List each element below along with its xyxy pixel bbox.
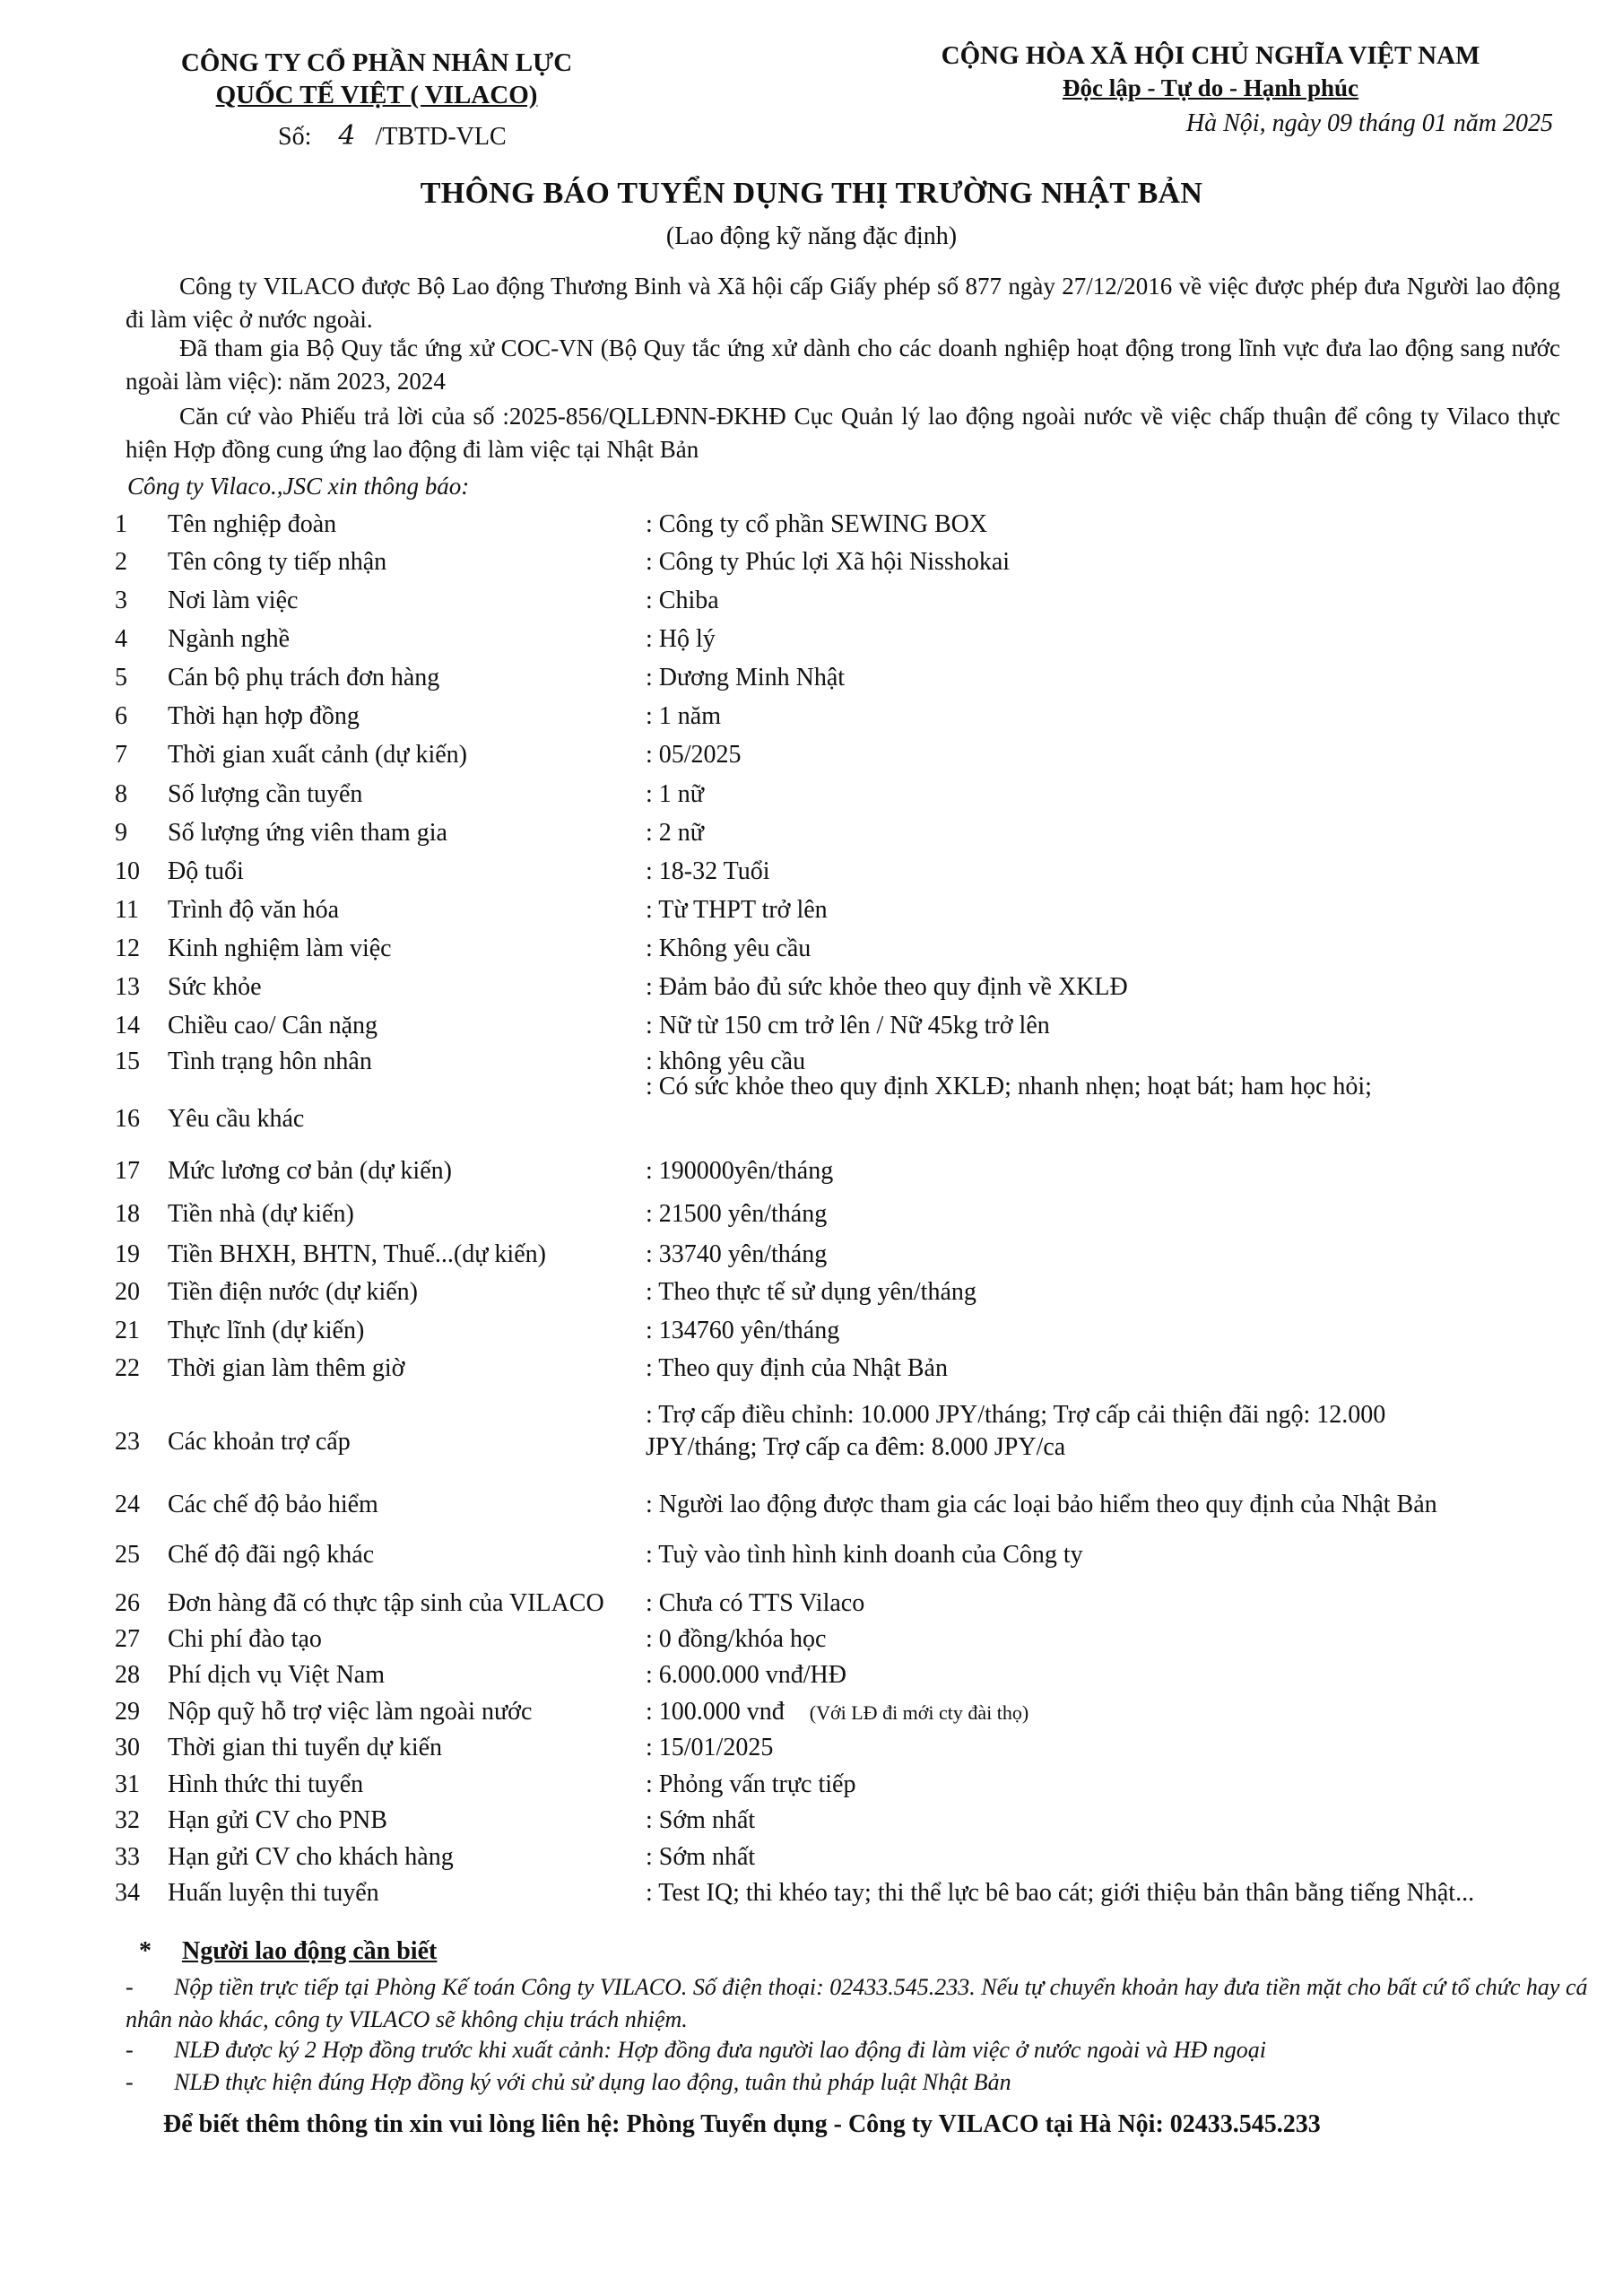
row-value — [646, 1843, 1587, 1872]
row-number: 32 — [115, 1806, 140, 1834]
row-label: Chế độ đãi ngộ khác — [168, 1541, 375, 1569]
row-value — [646, 702, 1587, 731]
row-label: Chiều cao/ Cân nặng — [168, 1012, 378, 1039]
row-number: 24 — [115, 1491, 140, 1518]
row-number: 12 — [115, 935, 140, 962]
row-value — [646, 548, 1587, 577]
row-number: 29 — [115, 1698, 140, 1726]
row-value-text: : Chiba — [646, 587, 719, 614]
national-motto: Độc lập - Tự do - Hạnh phúc — [1062, 74, 1359, 101]
row-value — [646, 1012, 1587, 1040]
company-name-line2: QUỐC TẾ VIỆT ( VILACO) — [215, 81, 538, 109]
row-label: Kinh nghiệm làm việc — [168, 935, 392, 962]
row-number: 27 — [115, 1625, 140, 1653]
document-number-label: Số: — [278, 123, 312, 151]
row-value — [646, 1698, 1587, 1726]
row-number: 21 — [115, 1317, 140, 1344]
national-title: CỘNG HÒA XÃ HỘI CHỦ NGHĨA VIỆT NAM — [941, 41, 1480, 70]
row-value-text: : Chưa có TTS Vilaco — [646, 1589, 865, 1617]
document-number-suffix: /TBTD-VLC — [375, 123, 507, 151]
row-number: 34 — [115, 1879, 140, 1907]
document-number-handwritten: 4 — [338, 120, 356, 152]
row-value — [646, 1157, 1587, 1186]
company-name-line1: CÔNG TY CỔ PHẦN NHÂN LỰC — [180, 48, 573, 77]
row-value — [646, 1661, 1587, 1690]
row-number: 2 — [115, 548, 127, 576]
row-value-text: : Theo thực tế sử dụng yên/tháng — [646, 1278, 976, 1306]
row-label: Nộp quỹ hỗ trợ việc làm ngoài nước — [168, 1698, 533, 1726]
row-value-text: : Nữ từ 150 cm trở lên / Nữ 45kg trở lên — [646, 1012, 1050, 1039]
row-value-text: : 1 nữ — [646, 780, 704, 808]
row-number: 6 — [115, 702, 127, 730]
row-value — [646, 510, 1587, 539]
row-label: Phí dịch vụ Việt Nam — [168, 1661, 386, 1689]
row-number: 17 — [115, 1157, 140, 1185]
row-number: 26 — [115, 1589, 140, 1617]
row-note: (Với LĐ đi mới cty đài thọ) — [809, 1701, 1029, 1724]
row-number: 20 — [115, 1278, 140, 1306]
row-value-text: : Phỏng vấn trực tiếp — [646, 1770, 856, 1798]
row-value — [646, 1491, 1587, 1519]
row-number: 25 — [115, 1541, 140, 1569]
row-value-text: : 190000yên/tháng — [646, 1157, 834, 1185]
row-number: 5 — [115, 664, 127, 691]
intro-paragraph-3: Căn cứ vào Phiếu trả lời của số :2025-856/QLLĐNN-ĐKHĐ Cục Quản lý lao động ngoài nước về việc chấp thuận để công ty Vilaco thực hiện Hợp đồng cung ứng lao động đi làm việc tại Nhật Bản — [126, 403, 1560, 463]
row-value — [646, 857, 1587, 886]
row-value-text: : 100.000 vnđ — [646, 1698, 785, 1726]
row-number: 16 — [115, 1105, 140, 1133]
worker-notice-heading: * Người lao động cần biết — [139, 1937, 438, 1965]
row-value — [646, 664, 1587, 692]
row-value-text: : Test IQ; thi khéo tay; thi thể lực bê bao cát; giới thiệu bản thân bằng tiếng Nhật... — [646, 1879, 1475, 1907]
row-label: Trình độ văn hóa — [168, 896, 340, 924]
row-value-text: : 33740 yên/tháng — [646, 1240, 828, 1268]
row-label: Độ tuổi — [168, 857, 244, 885]
row-value — [646, 1879, 1587, 1908]
row-number: 28 — [115, 1661, 140, 1689]
row-value-text: : 134760 yên/tháng — [646, 1317, 840, 1344]
intro-paragraph-2: Đã tham gia Bộ Quy tắc ứng xử COC-VN (Bộ Quy tắc ứng xử dành cho các doanh nghiệp hoạt động trong lĩnh vực đưa lao động sang nước ngoài làm việc): năm 2023, 2024 — [126, 335, 1560, 395]
notice-bullet-3: - NLĐ thực hiện đúng Hợp đồng ký với chủ sử dụng lao động, tuân thủ pháp luật Nhật Bản — [126, 2069, 1011, 2095]
row-value-text: : Tuỳ vào tình hình kinh doanh của Công ty — [646, 1541, 1083, 1569]
row-label: Ngành nghề — [168, 625, 291, 653]
row-number: 31 — [115, 1770, 140, 1798]
row-label: Hạn gửi CV cho PNB — [168, 1806, 387, 1834]
row-value — [646, 896, 1587, 925]
intro-paragraph-1: Công ty VILACO được Bộ Lao động Thương Binh và Xã hội cấp Giấy phép số 877 ngày 27/12/2016 về việc được phép đưa Người lao động đi làm việc ở nước ngoài. — [126, 273, 1560, 333]
row-value — [646, 1200, 1587, 1229]
row-number: 4 — [115, 625, 127, 653]
row-label: Tên công ty tiếp nhận — [168, 548, 387, 576]
row-value-text: : Từ THPT trở lên — [646, 896, 828, 924]
row-number: 19 — [115, 1240, 140, 1268]
document-title: THÔNG BÁO TUYỂN DỤNG THỊ TRƯỜNG NHẬT BẢN — [420, 177, 1203, 210]
row-label: Huấn luyện thi tuyển — [168, 1879, 379, 1907]
document-subtitle: (Lao động kỹ năng đặc định) — [665, 222, 958, 250]
row-label: Thời hạn hợp đồng — [168, 702, 360, 730]
row-value-text: : Trợ cấp điều chỉnh: 10.000 JPY/tháng; Trợ cấp cải thiện đãi ngộ: 12.000 JPY/tháng; Trợ cấp ca đêm: 8.000 JPY/ca — [646, 1401, 1386, 1461]
row-number: 1 — [115, 510, 127, 538]
row-value — [646, 973, 1587, 1002]
notice-bullet-1: - Nộp tiền trực tiếp tại Phòng Kế toán Công ty VILACO. Số điện thoại: 02433.545.233. Nếu tự chuyển khoản hay đưa tiền mặt cho bất cứ tổ chức hay cá nhân nào khác, công ty VILACO sẽ không chịu trách nhiệm. — [126, 1974, 1588, 2032]
row-number: 30 — [115, 1734, 140, 1761]
row-label: Chi phí đào tạo — [168, 1625, 322, 1653]
row-label: Thực lĩnh (dự kiến) — [168, 1317, 365, 1344]
row-number: 7 — [115, 741, 127, 769]
row-value — [646, 1073, 1587, 1101]
row-value — [646, 587, 1587, 615]
row-label: Tiền nhà (dự kiến) — [168, 1200, 354, 1228]
row-value-text: : Công ty Phúc lợi Xã hội Nisshokai — [646, 548, 1011, 576]
row-label: Tiền BHXH, BHTN, Thuế...(dự kiến) — [168, 1240, 546, 1268]
row-label: Hình thức thi tuyển — [168, 1770, 364, 1798]
row-value — [646, 1240, 1587, 1269]
row-label: Thời gian thi tuyển dự kiến — [168, 1734, 443, 1761]
row-value-text: : Sớm nhất — [646, 1843, 756, 1871]
row-number: 3 — [115, 587, 127, 614]
row-label: Nơi làm việc — [168, 587, 299, 614]
row-label: Số lượng ứng viên tham gia — [168, 819, 447, 847]
row-value-text: : Có sức khỏe theo quy định XKLĐ; nhanh nhẹn; hoạt bát; ham học hỏi; — [646, 1073, 1372, 1100]
row-number: 9 — [115, 819, 127, 847]
row-value-text: : Hộ lý — [646, 625, 716, 653]
row-value — [646, 819, 1587, 848]
row-number: 23 — [115, 1428, 140, 1456]
row-number: 22 — [115, 1354, 140, 1382]
row-number: 33 — [115, 1843, 140, 1871]
row-label: Thời gian xuất cảnh (dự kiến) — [168, 741, 467, 769]
row-label: Tên nghiệp đoàn — [168, 510, 337, 538]
row-label: Mức lương cơ bản (dự kiến) — [168, 1157, 452, 1185]
row-value — [646, 1317, 1587, 1345]
row-value-text: : Công ty cổ phần SEWING BOX — [646, 510, 988, 538]
row-value — [646, 780, 1587, 809]
row-value-text: : không yêu cầu — [646, 1048, 806, 1075]
row-label: Yêu cầu khác — [168, 1105, 305, 1133]
row-value — [646, 1734, 1587, 1762]
row-value — [646, 1354, 1587, 1383]
row-value — [646, 1541, 1587, 1570]
row-value-text: : 05/2025 — [646, 741, 742, 769]
row-number: 13 — [115, 973, 140, 1001]
row-number: 8 — [115, 780, 127, 808]
row-value — [646, 935, 1587, 963]
row-value-text: : 0 đồng/khóa học — [646, 1625, 827, 1653]
row-label: Hạn gửi CV cho khách hàng — [168, 1843, 454, 1871]
row-value — [646, 1589, 1587, 1618]
row-label: Tiền điện nước (dự kiến) — [168, 1278, 418, 1306]
row-value-text: : Người lao động được tham gia các loại bảo hiểm theo quy định của Nhật Bản — [646, 1491, 1437, 1518]
row-number: 18 — [115, 1200, 140, 1228]
row-value — [646, 625, 1587, 654]
document-date: Hà Nội, ngày 09 tháng 01 năm 2025 — [1185, 109, 1553, 137]
row-number: 14 — [115, 1012, 140, 1039]
row-value-text: : Sớm nhất — [646, 1806, 756, 1834]
row-number: 10 — [115, 857, 140, 885]
row-label: Đơn hàng đã có thực tập sinh của VILACO — [168, 1589, 604, 1617]
row-value-text: : 18-32 Tuổi — [646, 857, 770, 885]
row-value-text: : Đảm bảo đủ sức khỏe theo quy định về XKLĐ — [646, 973, 1128, 1001]
announce-line: Công ty Vilaco.,JSC xin thông báo: — [127, 473, 470, 500]
row-value — [646, 1278, 1587, 1307]
row-value-text: : Không yêu cầu — [646, 935, 812, 962]
row-number: 15 — [115, 1048, 140, 1075]
row-value — [646, 1399, 1453, 1464]
row-label: Số lượng cần tuyển — [168, 780, 363, 808]
row-label: Thời gian làm thêm giờ — [168, 1354, 405, 1382]
row-value — [646, 1770, 1587, 1799]
row-value — [646, 1806, 1587, 1835]
row-label: Các chế độ bảo hiểm — [168, 1491, 378, 1518]
row-label: Các khoản trợ cấp — [168, 1428, 351, 1456]
row-value-text: : Dương Minh Nhật — [646, 664, 846, 691]
document-number — [278, 120, 507, 152]
row-label: Tình trạng hôn nhân — [168, 1048, 372, 1075]
contact-line: Để biết thêm thông tin xin vui lòng liên hệ: Phòng Tuyển dụng - Công ty VILACO tại Hà Nội: 02433.545.233 — [163, 2110, 1321, 2138]
row-value — [646, 741, 1587, 770]
row-number: 11 — [115, 896, 139, 924]
row-label: Cán bộ phụ trách đơn hàng — [168, 664, 440, 691]
company-header — [143, 47, 610, 111]
row-value-text: : Theo quy định của Nhật Bản — [646, 1354, 948, 1382]
row-value — [646, 1625, 1587, 1654]
row-value-text: : 21500 yên/tháng — [646, 1200, 828, 1228]
notice-bullet-2: - NLĐ được ký 2 Hợp đồng trước khi xuất cảnh: Hợp đồng đưa người lao động đi làm việc ở nước ngoài và HĐ ngoại — [126, 2037, 1266, 2063]
row-label: Sức khỏe — [168, 973, 262, 1001]
row-value-text: : 15/01/2025 — [646, 1734, 774, 1761]
row-value-text: : 6.000.000 vnđ/HĐ — [646, 1661, 846, 1689]
row-value-text: : 1 năm — [646, 702, 721, 730]
national-header — [825, 39, 1596, 104]
row-value-text: : 2 nữ — [646, 819, 704, 847]
